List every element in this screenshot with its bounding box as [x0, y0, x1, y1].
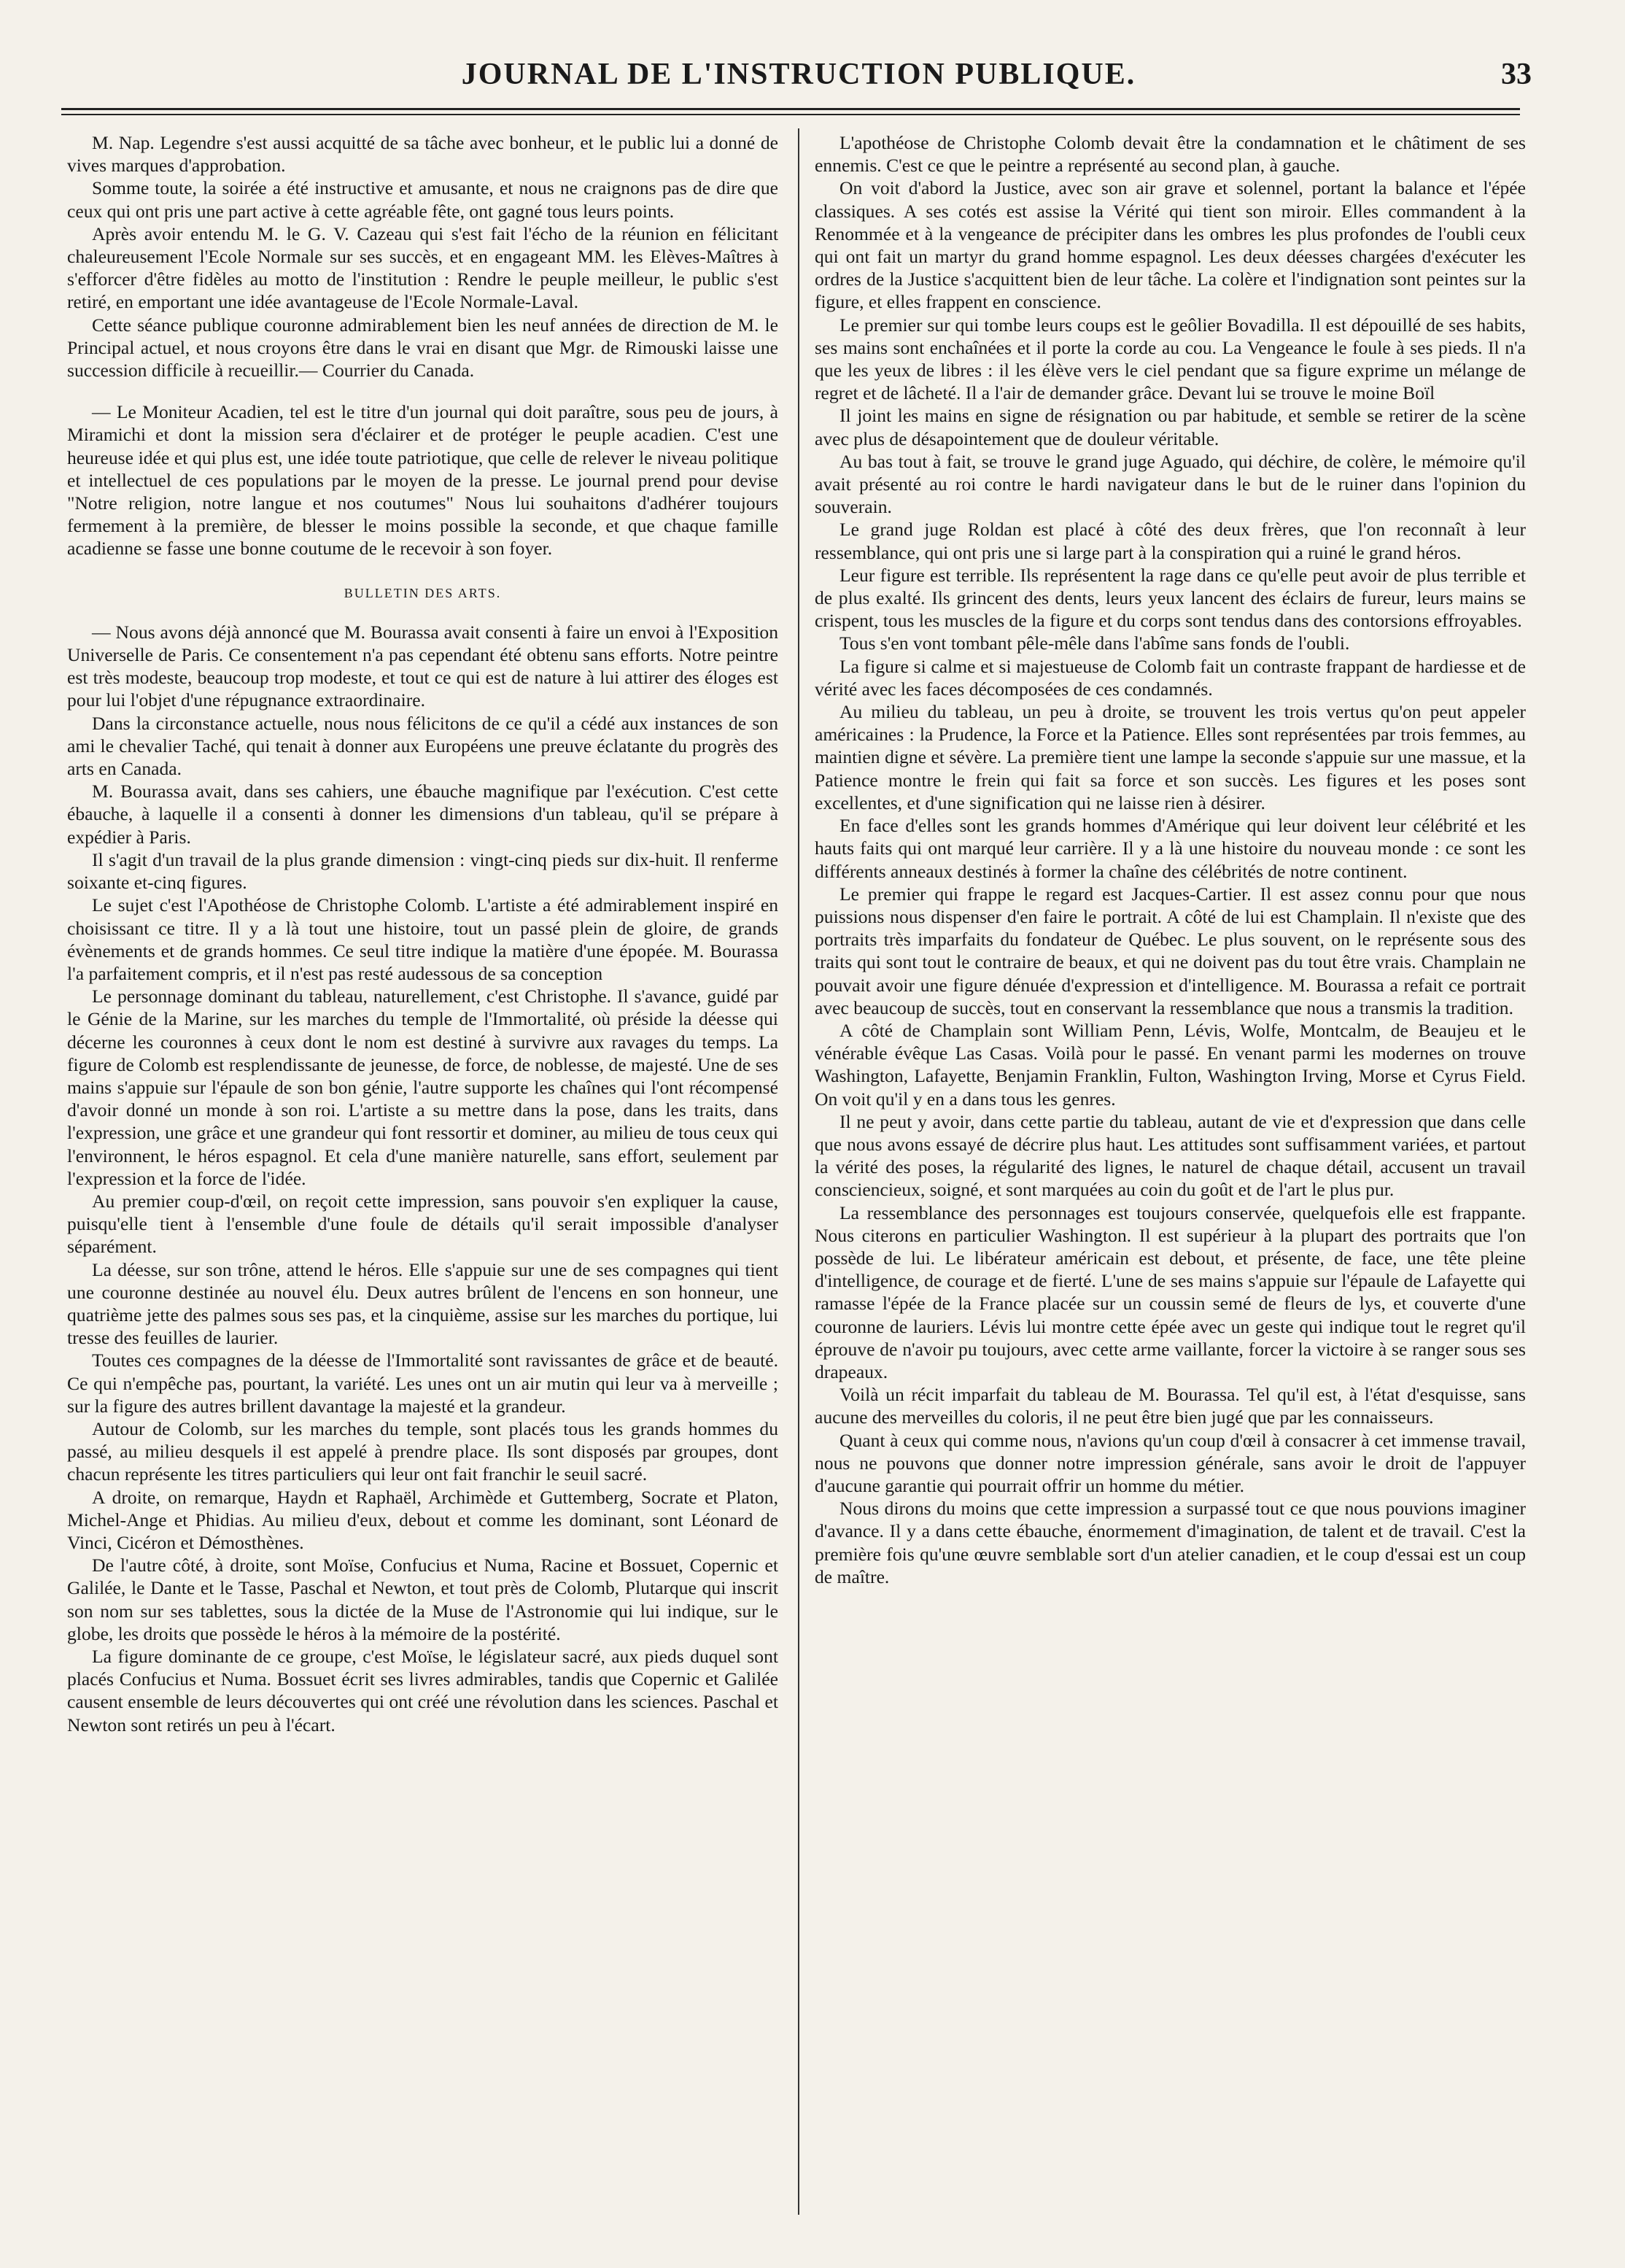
paragraph: Cette séance publique couronne admirablement bien les neuf années de direction de M. le Principal actuel, et nous croyons être dans le vrai en disant que Mgr. de Rimouski laisse une succession difficile à recueillir.— Courrier du Canada. — [67, 314, 778, 382]
right-column — [815, 131, 1526, 2218]
paragraph: Au premier coup-d'œil, on reçoit cette impression, sans pouvoir s'en expliquer la cause, puisqu'elle tient à l'ensemble d'une foule de détails qu'il serait impossible d'analyser séparément. — [67, 1190, 778, 1258]
paragraph: Somme toute, la soirée a été instructive et amusante, et nous ne craignons pas de dire que ceux qui ont pris une part active à cette agréable fête, ont gagné tous leurs points. — [67, 177, 778, 222]
paragraph: Le grand juge Roldan est placé à côté des deux frères, que l'on reconnaît à leur ressemblance, qui ont pris une si large part à la conspiration qui a ruiné le grand héros. — [815, 519, 1526, 563]
header-rule-thin — [61, 114, 1520, 115]
paragraph: L'apothéose de Christophe Colomb devait être la condamnation et le châtiment de ses ennemis. C'est ce que le peintre a représenté au second plan, à gauche. — [815, 132, 1526, 177]
paragraph: Nous dirons du moins que cette impression a surpassé tout ce que nous pouvions imaginer d'avance. Il y a dans cette ébauche, énormement d'imagination, de talent et de travail. C'est la première fois qu'une œuvre semblable sort d'un atelier canadien, et le coup d'essai est un coup de maître. — [815, 1498, 1526, 1587]
paragraph: On voit d'abord la Justice, avec son air grave et solennel, portant la balance et l'épée classiques. A ses cotés est assise la Vérité qui tient son miroir. Elles commandent à la Renommée et à la vengeance de précipiter dans les ombres les plus profondes de l'oubli ceux qui ont fait un martyr du grand homme espagnol. Les deux déesses chargées d'exécuter les ordres de la Justice s'acquittent bien de leur tâche. La colère et l'indignation sont peintes sur la figure, et elles frappent en conscience. — [815, 177, 1526, 313]
paragraph: De l'autre côté, à droite, sont Moïse, Confucius et Numa, Racine et Bossuet, Copernic et Galilée, le Dante et le Tasse, Paschal et Newton, et tout près de Colomb, Plutarque qui inscrit son nom sur ses tablettes, sous la dictée de la Muse de l'Astronomie qui lui indique, sur le globe, les droits que possède le héros à la mémoire de la postérité. — [67, 1555, 778, 1644]
paragraph: Quant à ceux qui comme nous, n'avions qu'un coup d'œil à consacrer à cet immense travail, nous ne pouvons que donner notre impression générale, sans avoir le droit de l'appuyer d'aucune garantie qui pourrait offrir un homme du métier. — [815, 1429, 1526, 1496]
journal-title: JOURNAL DE L'INSTRUCTION PUBLIQUE. — [461, 58, 1136, 91]
paragraph: — Nous avons déjà annoncé que M. Bourassa avait consenti à faire un envoi à l'Exposition Universelle de Paris. Ce consentement n'a pas cependant été obtenu sans efforts. Notre peintre est très modeste, beaucoup trop modeste, et tout ce qui est de nature à lui attirer des éloges est pour lui l'objet d'une répugnance extraordinaire. — [67, 621, 778, 711]
paragraph: A côté de Champlain sont William Penn, Lévis, Wolfe, Montcalm, de Beaujeu et le vénérable évêque Las Casas. Voilà pour le passé. En venant parmi les modernes on trouve Washington, Lafayette, Benjamin Franklin, Fulton, Washington Irving, Morse et Cyrus Field. On voit qu'il y en a dans tous les genres. — [815, 1019, 1526, 1110]
paragraph: En face d'elles sont les grands hommes d'Amérique qui leur doivent leur célébrité et les hauts faits qui ont marqué leur carrière. Il y a là une histoire du nouveau monde : ce sont les différents anneaux destinés à former la chaîne des célébrités de notre continent. — [815, 815, 1526, 882]
paragraph: Au milieu du tableau, un peu à droite, se trouvent les trois vertus qu'on peut appeler américaines : la Prudence, la Force et la Patience. Elles sont représentées par trois femmes, au maintien digne et sévère. La première tient une lampe la seconde s'appuie sur une massue, et la Patience montre le frein qui fait sa force et son succès. Les figures et les poses sont excellentes, et d'une signification qui ne laisse rien à désirer. — [815, 701, 1526, 813]
header-rule-thick — [61, 108, 1520, 110]
paragraph: A droite, on remarque, Haydn et Raphaël, Archimède et Guttemberg, Socrate et Platon, Michel-Ange et Phidias. Au milieu d'eux, debout et comme les dominant, sont Léonard de Vinci, Cicéron et Démosthènes. — [67, 1486, 778, 1553]
paragraph: La déesse, sur son trône, attend le héros. Elle s'appuie sur une de ses compagnes qui tient une couronne destinée au nouvel élu. Deux autres brûlent de l'encens en son honneur, une quatrième jette des palmes sous ses pas, et la cinquième, assise sur les marches du portique, lui tresse des feuilles de laurier. — [67, 1258, 778, 1349]
paragraph: Voilà un récit imparfait du tableau de M. Bourassa. Tel qu'il est, à l'état d'esquisse, sans aucune des merveilles du coloris, il ne peut être bien jugé que par les connaisseurs. — [815, 1384, 1526, 1428]
paragraph: Autour de Colomb, sur les marches du temple, sont placés tous les grands hommes du passé, au milieu desquels il est appelé à prendre place. Ils sont disposés par groupes, dont chacun représente les titres particuliers qui leur ont fait franchir le seuil sacré. — [67, 1417, 778, 1485]
paragraph: Le premier qui frappe le regard est Jacques-Cartier. Il est assez connu pour que nous puissions nous dispenser d'en faire le portrait. A côté de lui est Champlain. Il n'existe que des portraits très imparfaits du fondateur de Québec. Le plus souvent, on le représente sous des traits qui sont tout le contraire de beaux, et qui ne doivent pas du tout être vrais. Champlain ne pouvait avoir une figure dénuée d'expression et d'intelligence. M. Bourassa a refait ce portrait avec beaucoup de succès, tout en conservant la ressemblance que nous a transmis la tradition. — [815, 883, 1526, 1018]
section-heading: BULLETIN DES ARTS. — [344, 585, 502, 600]
page-header — [66, 57, 1532, 101]
paragraph: La figure si calme et si majestueuse de Colomb fait un contraste frappant de hardiesse et de vérité avec les faces décomposées de ces condamnés. — [815, 655, 1526, 700]
column-divider — [798, 128, 799, 2215]
paragraph: Le premier sur qui tombe leurs coups est le geôlier Bovadilla. Il est dépouillé de ses habits, ses mains sont enchaînées et il porte la corde au cou. La Vengeance le foule à ses pieds. Il n'a que les yeux de libres : il les élève vers le ciel pendant que sa figure exprime un mélange de regret et de lâcheté. Il a l'air de demander grâce. Devant lui se trouve le moine Boïl — [815, 314, 1526, 404]
paragraph: Dans la circonstance actuelle, nous nous félicitons de ce qu'il a cédé aux instances de son ami le chevalier Taché, qui tenait à donner aux Européens une preuve éclatante du progrès des arts en Canada. — [67, 712, 778, 780]
paragraph: Tous s'en vont tombant pêle-mêle dans l'abîme sans fonds de l'oubli. — [839, 632, 1350, 654]
paragraph: Leur figure est terrible. Ils représentent la rage dans ce qu'elle peut avoir de plus terrible et de plus exalté. Ils grincent des dents, leurs yeux lancent des éclairs de fureur, leurs mains se crispent, tous les muscles de la figure et du corps sont tendus dans des contorsions effroyables. — [815, 564, 1526, 632]
left-column — [67, 131, 778, 2218]
page-number: 33 — [1501, 58, 1532, 91]
paragraph: Le personnage dominant du tableau, naturellement, c'est Christophe. Il s'avance, guidé par le Génie de la Marine, sur les marches du temple de l'Immortalité, où préside la déesse qui décerne les couronnes à ceux dont le nom est destiné à survivre aux ravages du temps. La figure de Colomb est resplendissante de jeunesse, de force, de noblesse, de majesté. Une de ses mains s'appuie sur l'épaule de son bon génie, l'autre supporte les chaînes qui l'ont récompensé d'avoir donné un monde à son roi. L'artiste a su mettre dans la pose, dans les traits, dans l'expression, une grâce et une grandeur qui font ressortir et dominer, au milieu de tous ceux qui l'environnent, le héros espagnol. Et cela d'une manière naturelle, sans effort, seulement par l'expression et la force de l'idée. — [67, 986, 778, 1189]
paragraph: Après avoir entendu M. le G. V. Cazeau qui s'est fait l'écho de la réunion en félicitant chaleureusement l'Ecole Normale sur ses succès, et en engageant MM. les Elèves-Maîtres à s'efforcer d'être fidèles au motto de l'institution : Rendre le peuple meilleur, le public s'est retiré, en emportant une idée avantageuse de l'Ecole Normale-Laval. — [67, 222, 778, 313]
paragraph: Au bas tout à fait, se trouve le grand juge Aguado, qui déchire, de colère, le mémoire qu'il avait présenté au roi contre le hardi navigateur dans le but de le ruiner dans l'opinion du souverain. — [815, 450, 1526, 518]
paragraph: M. Bourassa avait, dans ses cahiers, une ébauche magnifique par l'exécution. C'est cette ébauche, à laquelle il a consenti à donner les dimensions d'un tableau, qu'il se prépare à expédier à Paris. — [67, 781, 778, 848]
paragraph: — Le Moniteur Acadien, tel est le titre d'un journal qui doit paraître, sous peu de jours, à Miramichi et dont la mission sera d'éclairer et de protéger le peuple acadien. C'est une heureuse idée et qui plus est, une idée toute patriotique, que celle de relever le niveau politique et intellectuel de ces populations par le moyen de la presse. Le journal prend pour devise "Notre religion, notre langue et nos coutumes" Nous lui souhaitons d'adhérer toujours fermement à la première, de blesser le moins possible la seconde, et que chaque famille acadienne se fasse une bonne coutume de le recevoir à son foyer. — [67, 401, 778, 560]
paragraph: M. Nap. Legendre s'est aussi acquitté de sa tâche avec bonheur, et le public lui a donné de vives marques d'approbation. — [67, 132, 778, 177]
paragraph: La ressemblance des personnages est toujours conservée, quelquefois elle est frappante. Nous citerons en particulier Washington. Il est supérieur à la plupart des portraits que l'on possède de lui. Le libérateur américain est debout, et présente, de face, une tête pleine d'intelligence, de courage et de fierté. L'une de ses mains s'appuie sur l'épaule de Lafayette qui ramasse l'épée de la France placée sur un coussin semé de fleurs de lys, et couverte d'une couronne de lauriers. Lévis lui montre cette épée avec un geste qui indique tout le regret qu'il éprouve de n'avoir pu toujours, avec cette arme vaillante, forcer la victoire à se ranger sous ses drapeaux. — [815, 1201, 1526, 1382]
paragraph: Il joint les mains en signe de résignation ou par habitude, et semble se retirer de la scène avec plus de désapointement que de douleur véritable. — [815, 405, 1526, 449]
paragraph: Il ne peut y avoir, dans cette partie du tableau, autant de vie et d'expression que dans celle que nous avons essayé de décrire plus haut. Les attitudes sont suffisamment variées, et partout la vérité des poses, la régularité des lignes, le naturel de chaque détail, accusent un travail consciencieux, soigné, et sont marquées au coin du goût et de l'art le plus pur. — [815, 1110, 1526, 1201]
paragraph: Le sujet c'est l'Apothéose de Christophe Colomb. L'artiste a été admirablement inspiré en choisissant ce titre. Il y a là tout une histoire, tout un passé plein de gloire, de grands évènements et de grands hommes. Ce seul titre indique la matière d'une épopée. M. Bourassa l'a parfaitement compris, et il n'est pas resté audessous de sa conception — [67, 894, 778, 984]
paragraph: Il s'agit d'un travail de la plus grande dimension : vingt-cinq pieds sur dix-huit. Il renferme soixante et-cinq figures. — [67, 848, 778, 894]
paragraph: La figure dominante de ce groupe, c'est Moïse, le législateur sacré, aux pieds duquel sont placés Confucius et Numa. Bossuet écrit ses livres admirables, tandis que Copernic et Galilée causent ensemble de leurs découvertes qui ont créé une révolution dans les sciences. Paschal et Newton sont retirés un peu à l'écart. — [67, 1646, 778, 1735]
paragraph: Toutes ces compagnes de la déesse de l'Immortalité sont ravissantes de grâce et de beauté. Ce qui n'empêche pas, pourtant, la variété. Les unes ont un air mutin qui leur va à merveille ; sur la figure des autres brillent davantage la majesté et la grandeur. — [67, 1350, 778, 1417]
